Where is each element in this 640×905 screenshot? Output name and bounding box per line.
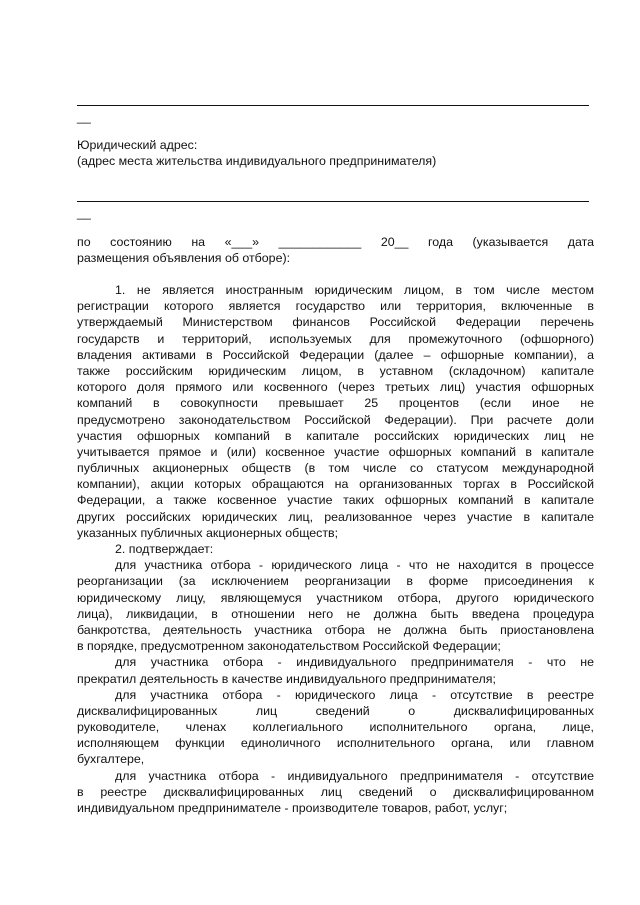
text-line: для участника отбора - юридического лица - отсутствие в реестре (115, 687, 594, 702)
text-line: юридическому лицу, являющемуся участником отбора, другого юридического (77, 590, 594, 605)
text-line: других российских юридических лиц, реализованное через участие в капитале (77, 509, 594, 524)
text-line: также российским юридическим лицом, в уставном (складочном) капитале (77, 363, 594, 378)
text-line: индивидуальном предпринимателе - производителе товаров, работ, услуг; (77, 801, 508, 815)
text-line: исполняющем функции единоличного исполнительного органа, или главном (77, 736, 594, 751)
text-line: для участника отбора - юридического лица - что не находится в процессе (115, 558, 594, 573)
text-line: регистрации которого является государство или территория, включенные в (77, 299, 594, 314)
text-line: размещения объявления об отборе): (77, 251, 291, 266)
text-line: участия офшорных компаний в капитале российских юридических лиц не (77, 428, 594, 443)
address-label: Юридический адрес: (77, 138, 198, 152)
text-line: которого доля прямого или косвенного (через третьих лиц) участия офшорных (77, 380, 594, 395)
text-line: для участника отбора - индивидуального предпринимателя - отсутствие (115, 768, 594, 783)
clause-1 (77, 282, 594, 816)
text-line: в реестре дисквалифицированных лиц сведений о дисквалифицированном (77, 784, 594, 799)
text-line: компаний в совокупности превышает 25 процентов (если иное не (77, 396, 594, 411)
text-line: по состоянию на «___» ____________ 20__ года (указывается дата (77, 235, 594, 249)
text-line: реорганизации (за исключением реорганизации в форме присоединения к (77, 574, 594, 589)
text-line: в порядке, предусмотренном законодательством Российской Федерации; (77, 639, 501, 654)
text-line: владения активами в Российской Федерации (далее – офшорные компании), а (77, 347, 594, 362)
rule-continuation-mark: __ (77, 110, 91, 124)
text-line: учитывается прямое и (или) косвенное участие офшорных компаний в капитале (77, 444, 594, 459)
clause-2-heading: 2. подтверждает: (115, 542, 214, 556)
date-statement (77, 234, 594, 266)
text-line: Федерации, а также косвенное участие таких офшорных компаний в капитале (77, 493, 594, 508)
text-line: дисквалифицированных лиц сведений о дисквалифицированных (77, 703, 594, 718)
rule-continuation-mark: __ (77, 206, 91, 220)
text-line: указанных публичных акционерных обществ; (77, 525, 339, 540)
blank-rule-line (77, 201, 589, 202)
text-line: банкротства, деятельность участника отбора не должна быть приостановлена (77, 622, 594, 637)
text-line: утверждаемый Министерством финансов Российской Федерации перечень (77, 315, 594, 330)
text-line: для участника отбора - индивидуального предпринимателя - что не (115, 655, 594, 670)
text-line: предусмотрено законодательством Российской Федерации). При расчете доли (77, 412, 594, 427)
text-line: руководителе, членах коллегиального исполнительного органа, лице, (77, 720, 594, 735)
text-line: бухгалтере, (77, 752, 145, 767)
blank-rule-line (77, 105, 589, 106)
text-line: компании), акции которых обращаются на организованных торгах в Российской (77, 477, 594, 492)
text-line: публичных акционерных обществ (в том числе со статусом международной (77, 461, 594, 476)
text-line: лица), ликвидации, в отношении него не должна быть введена процедура (77, 606, 594, 621)
address-block (77, 137, 594, 169)
text-line: прекратил деятельность в качестве индивидуального предпринимателя; (77, 671, 496, 686)
text-line: 1. не является иностранным юридическим лицом, в том числе местом (115, 283, 594, 297)
text-line: государств и территорий, используемых для промежуточного (офшорного) (77, 331, 594, 346)
address-hint: (адрес места жительства индивидуального предпринимателя) (77, 154, 437, 169)
